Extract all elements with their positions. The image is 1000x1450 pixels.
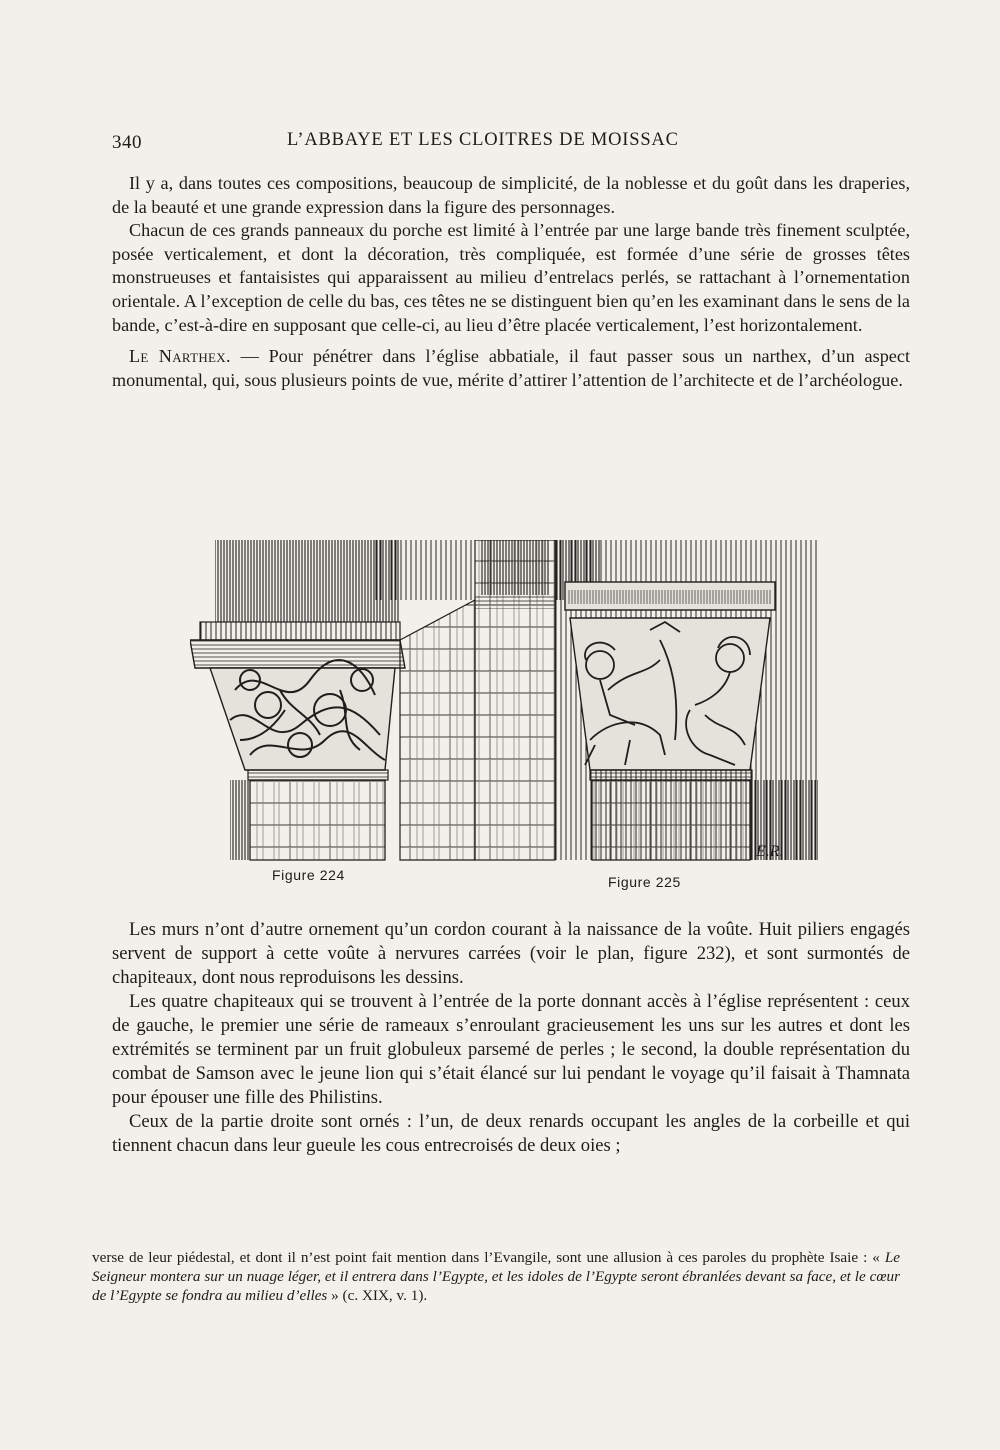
running-title: L’ABBAYE ET LES CLOITRES DE MOISSAC — [287, 130, 679, 150]
central-pier — [375, 540, 555, 860]
footnote-text: verse de leur piédestal, et dont il n’est point fait mention dans l’Evangile, sont une allusion à ces paroles du prophète Isaie : « — [92, 1249, 885, 1266]
page-number: 340 — [112, 132, 142, 153]
body-text-bottom — [112, 918, 910, 1158]
right-pier — [555, 540, 820, 860]
paragraph: Il y a, dans toutes ces compositions, beaucoup de simplicité, de la noblesse et du goût dans les draperies, de la beauté et une grande expression dans la figure des personnages. — [112, 173, 910, 217]
paragraph: Ceux de la partie droite sont ornés : l’un, de deux renards occupant les angles de la corbeille et qui tiennent chacun dans leur gueule les cous entrecroisés de deux oies ; — [112, 1111, 910, 1156]
paragraph: Les murs n’ont d’autre ornement qu’un cordon courant à la naissance de la voûte. Huit piliers engagés servent de support à cette voûte à nervures carrées (voir le plan, figure 232), et sont surmontés de chapiteaux, dont nous reproduisons les dessins. — [112, 919, 910, 988]
figure-illustration — [190, 540, 820, 870]
running-head — [112, 128, 912, 158]
body-text-top — [112, 172, 910, 392]
footnote-citation: » (c. XIX, v. 1). — [327, 1287, 428, 1304]
figure-caption-225: Figure 225 — [608, 874, 681, 890]
footnote-quote: Le Seigneur montera sur un nuage léger, et il entrera dans l’Egypte, et les idoles de l’Egypte seront ébranlées devant sa face, et le cœur de l’Egypte se fondra au milieu d’elles — [92, 1249, 900, 1304]
capitals-engraving — [190, 540, 820, 870]
left-pier — [190, 540, 405, 860]
engraver-signature: E.R. — [756, 843, 784, 860]
paragraph: Les quatre chapiteaux qui se trouvent à l’entrée de la porte donnant accès à l’église représentent : ceux de gauche, le premier une série de rameaux s’enroulant gracieusement les uns sur les autres et dont les extrémités se terminent par un fruit globuleux parsemé de perles ; le second, la double représentation du combat de Samson avec le jeune lion qui s’était élancé sur lui pendant le voyage qu’il faisait à Thamnata pour épouser une fille des Philistins. — [112, 991, 910, 1108]
section-heading-narthex: Le Narthex. — [129, 346, 231, 367]
paragraph — [112, 345, 910, 392]
figure-caption-224: Figure 224 — [272, 867, 345, 883]
paragraph: Chacun de ces grands panneaux du porche est limité à l’entrée par une large bande très finement sculptée, posée verticalement, et dont la décoration, très compliquée, est formée d’une série de grosses têtes monstrueuses et fantaisistes qui apparaissent au milieu d’entrelacs perlés, se rattachant à l’ornementation orientale. A l’exception de celle du bas, ces têtes ne se distinguent bien qu’en les examinant dans le sens de la bande, c’est-à-dire en supposant que celle-ci, au lieu d’être placée verticalement, l’est horizontalement. — [112, 220, 910, 335]
paragraph-text: — Pour pénétrer dans l’église abbatiale, il faut passer sous un narthex, d’un aspect monumental, qui, sous plusieurs points de vue, mérite d’attirer l’attention de l’architecte et de l’archéologue. — [112, 346, 910, 390]
footnote — [92, 1248, 900, 1305]
